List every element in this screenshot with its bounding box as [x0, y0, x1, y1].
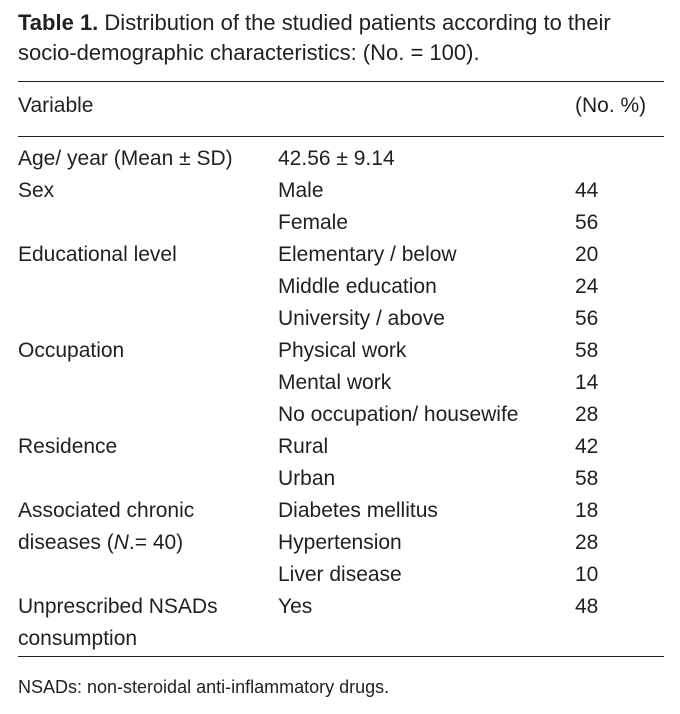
- table-row: [18, 399, 664, 431]
- row-count: 58: [575, 467, 599, 490]
- row-count: 28: [575, 531, 599, 554]
- table-body: [18, 143, 664, 655]
- row-variable: Occupation: [18, 339, 125, 362]
- row-category: University / above: [278, 307, 445, 330]
- row-count: 44: [575, 179, 599, 202]
- table-caption: [18, 8, 668, 68]
- row-count: 24: [575, 275, 599, 298]
- header-variable: Variable: [18, 94, 94, 117]
- header-value: (No. %): [575, 94, 647, 117]
- table-row: [18, 591, 664, 655]
- table-row: [18, 175, 664, 207]
- row-category: Middle education: [278, 275, 437, 298]
- chronic-label-n: N: [113, 531, 129, 554]
- row-category: Diabetes mellitus: [278, 499, 438, 522]
- table-row: [18, 335, 664, 367]
- table-footnote: NSADs: non-steroidal anti-inflammatory drugs.: [18, 677, 390, 697]
- table-row: [18, 271, 664, 303]
- row-variable: Unprescribed NSADs consumption: [18, 595, 218, 650]
- row-variable: Sex: [18, 179, 55, 202]
- table-row: [18, 367, 664, 399]
- table-row: [18, 527, 664, 559]
- row-count: 20: [575, 243, 599, 266]
- row-value: 42.56 ± 9.14: [278, 147, 395, 170]
- table-row: [18, 303, 664, 335]
- table-row: [18, 143, 664, 175]
- caption-text: Distribution of the studied patients according to their socio-demographic characteristics: (No. = 100).: [18, 10, 611, 65]
- row-count: 48: [575, 595, 599, 618]
- table-row: [18, 463, 664, 495]
- row-category: Urban: [278, 467, 336, 490]
- row-category: Yes: [278, 595, 313, 618]
- header-rule: [18, 136, 664, 137]
- row-count: 14: [575, 371, 599, 394]
- table-row: [18, 207, 664, 239]
- row-count: 18: [575, 499, 599, 522]
- row-count: 10: [575, 563, 599, 586]
- row-category: No occupation/ housewife: [278, 403, 519, 426]
- row-category: Mental work: [278, 371, 392, 394]
- bottom-rule: [18, 656, 664, 657]
- chronic-label-tail: .= 40): [128, 531, 184, 554]
- row-category: Hypertension: [278, 531, 402, 554]
- row-category: Physical work: [278, 339, 407, 362]
- row-count: 56: [575, 211, 599, 234]
- row-category: Rural: [278, 435, 329, 458]
- chronic-label-main: Associated chronic diseases (: [18, 499, 195, 554]
- row-variable: Age/ year (Mean ± SD): [18, 147, 233, 170]
- row-count: 58: [575, 339, 599, 362]
- row-variable: Residence: [18, 435, 118, 458]
- table-row: [18, 431, 664, 463]
- row-category: Male: [278, 179, 324, 202]
- table-row: [18, 559, 664, 591]
- caption-label: Table 1.: [18, 10, 99, 35]
- row-category: Female: [278, 211, 349, 234]
- row-count: 28: [575, 403, 599, 426]
- table-row: [18, 239, 664, 271]
- top-rule: [18, 81, 664, 82]
- row-category: Elementary / below: [278, 243, 457, 266]
- row-count: 56: [575, 307, 599, 330]
- row-category: Liver disease: [278, 563, 402, 586]
- row-variable: Educational level: [18, 243, 177, 266]
- row-count: 42: [575, 435, 599, 458]
